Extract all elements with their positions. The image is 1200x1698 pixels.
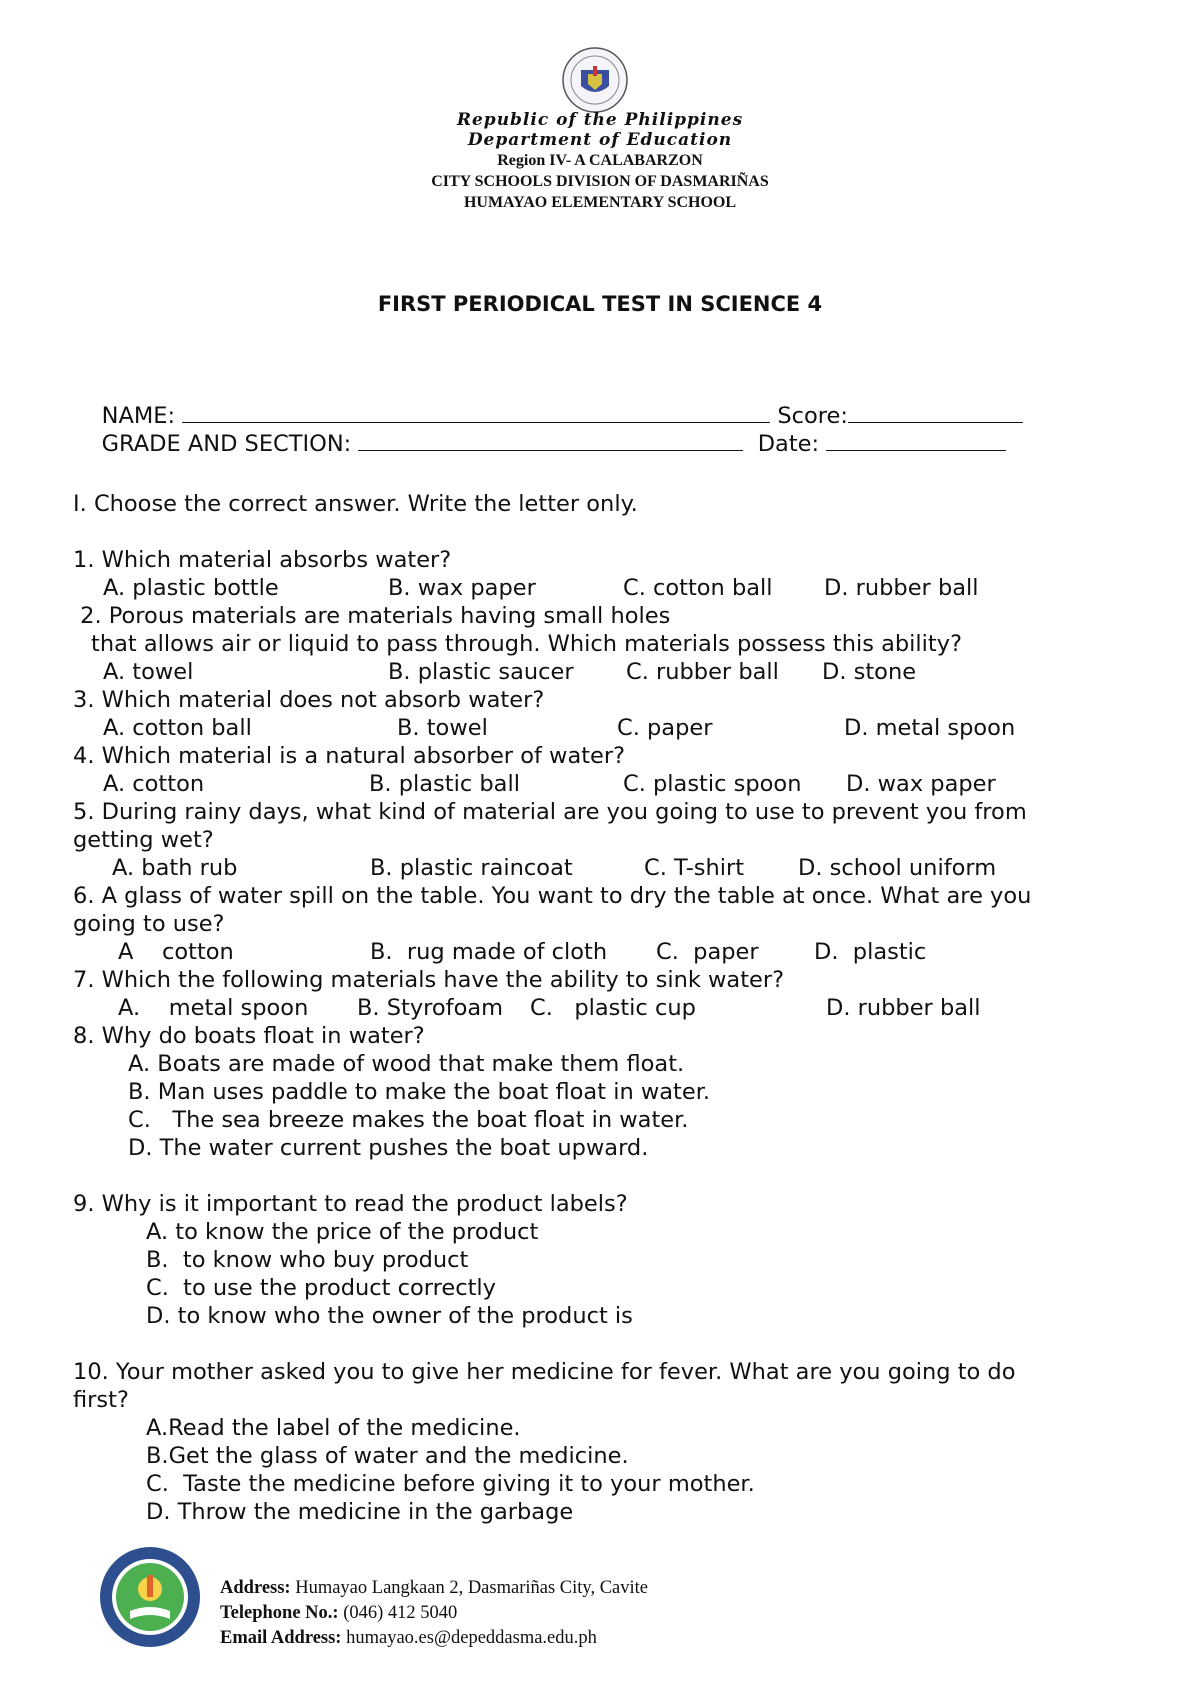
- question-9: 9. Why is it important to read the product labels?: [73, 1191, 628, 1217]
- choice-2a[interactable]: A. towel: [103, 659, 194, 685]
- choice-8a[interactable]: A. Boats are made of wood that make them float.: [128, 1051, 685, 1077]
- question-6: 6. A glass of water spill on the table. You want to dry the table at once. What are you: [73, 883, 1032, 909]
- choice-7b[interactable]: B. Styrofoam: [357, 995, 504, 1021]
- email-value[interactable]: humayao.es@depeddasma.edu.ph: [346, 1628, 597, 1648]
- choice-9d[interactable]: D. to know who the owner of the product is: [146, 1303, 633, 1329]
- footer-phone: [220, 1603, 457, 1624]
- question-10: 10. Your mother asked you to give her medicine for fever. What are you going to do: [73, 1359, 1016, 1385]
- choice-4a[interactable]: A. cotton: [103, 771, 205, 797]
- choice-8c[interactable]: C. The sea breeze makes the boat float in water.: [128, 1107, 689, 1133]
- choice-5b[interactable]: B. plastic raincoat: [370, 855, 573, 881]
- phone-value: (046) 412 5040: [343, 1603, 458, 1623]
- name-label: NAME:: [101, 403, 176, 429]
- date-field[interactable]: [826, 430, 1006, 451]
- choice-5c[interactable]: C. T-shirt: [644, 855, 745, 881]
- grade-label: GRADE AND SECTION:: [101, 431, 352, 457]
- question-2-cont: that allows air or liquid to pass through. Which materials possess this ability?: [91, 631, 963, 657]
- email-label: Email Address:: [220, 1628, 342, 1648]
- phone-label: Telephone No.:: [220, 1603, 339, 1623]
- score-label: Score:: [777, 403, 848, 429]
- header-division: CITY SCHOOLS DIVISION OF DASMARIÑAS: [431, 173, 769, 190]
- grade-field[interactable]: [358, 430, 743, 451]
- choice-1a[interactable]: A. plastic bottle: [103, 575, 279, 601]
- choice-9a[interactable]: A. to know the price of the product: [146, 1219, 539, 1245]
- header-school: HUMAYAO ELEMENTARY SCHOOL: [463, 194, 737, 211]
- address-label: Address:: [220, 1578, 291, 1598]
- choice-2b[interactable]: B. plastic saucer: [388, 659, 574, 685]
- question-5: 5. During rainy days, what kind of material are you going to use to prevent you from: [73, 799, 1027, 825]
- question-6-cont: going to use?: [73, 911, 225, 937]
- choice-7d[interactable]: D. rubber ball: [826, 995, 981, 1021]
- question-7: 7. Which the following materials have the ability to sink water?: [73, 967, 785, 993]
- page-title: FIRST PERIODICAL TEST IN SCIENCE 4: [377, 292, 823, 316]
- question-3: 3. Which material does not absorb water?: [73, 687, 545, 713]
- choice-3d[interactable]: D. metal spoon: [844, 715, 1016, 741]
- choice-5d[interactable]: D. school uniform: [798, 855, 997, 881]
- question-1: 1. Which material absorbs water?: [73, 547, 452, 573]
- choice-7a[interactable]: A. metal spoon: [118, 995, 309, 1021]
- choice-1b[interactable]: B. wax paper: [388, 575, 536, 601]
- question-4: 4. Which material is a natural absorber of water?: [73, 743, 626, 769]
- choice-1d[interactable]: D. rubber ball: [824, 575, 979, 601]
- header-region: Region IV- A CALABARZON: [497, 152, 703, 169]
- deped-seal-icon: [545, 46, 645, 114]
- choice-4c[interactable]: C. plastic spoon: [623, 771, 802, 797]
- choice-7c[interactable]: C. plastic cup: [530, 995, 696, 1021]
- choice-4d[interactable]: D. wax paper: [846, 771, 996, 797]
- footer-email: [220, 1628, 597, 1649]
- choice-10b[interactable]: B.Get the glass of water and the medicine.: [146, 1443, 629, 1469]
- instructions: I. Choose the correct answer. Write the letter only.: [73, 491, 638, 517]
- date-label: Date:: [757, 431, 820, 457]
- choice-10a[interactable]: A.Read the label of the medicine.: [146, 1415, 521, 1441]
- choice-2d[interactable]: D. stone: [822, 659, 917, 685]
- choice-10c[interactable]: C. Taste the medicine before giving it to your mother.: [146, 1471, 755, 1497]
- footer-address: [220, 1578, 648, 1599]
- choice-6d[interactable]: D. plastic: [814, 939, 927, 965]
- header-republic: Republic of the Philippines: [456, 110, 744, 130]
- choice-9c[interactable]: C. to use the product correctly: [146, 1275, 497, 1301]
- choice-6b[interactable]: B. rug made of cloth: [370, 939, 608, 965]
- choice-4b[interactable]: B. plastic ball: [369, 771, 520, 797]
- address-value: Humayao Langkaan 2, Dasmariñas City, Cavite: [295, 1578, 648, 1598]
- choice-9b[interactable]: B. to know who buy product: [146, 1247, 469, 1273]
- choice-6a[interactable]: A cotton: [118, 939, 234, 965]
- choice-3b[interactable]: B. towel: [397, 715, 488, 741]
- choice-8d[interactable]: D. The water current pushes the boat upward.: [128, 1135, 649, 1161]
- school-seal-icon: [98, 1545, 202, 1649]
- question-10-cont: first?: [73, 1387, 129, 1413]
- choice-3a[interactable]: A. cotton ball: [103, 715, 252, 741]
- question-5-cont: getting wet?: [73, 827, 214, 853]
- choice-1c[interactable]: C. cotton ball: [623, 575, 773, 601]
- choice-2c[interactable]: C. rubber ball: [626, 659, 779, 685]
- question-2: 2. Porous materials are materials having small holes: [73, 603, 671, 629]
- choice-8b[interactable]: B. Man uses paddle to make the boat float in water.: [128, 1079, 711, 1105]
- grade-row: [73, 402, 1006, 486]
- choice-6c[interactable]: C. paper: [656, 939, 759, 965]
- question-8: 8. Why do boats float in water?: [73, 1023, 425, 1049]
- header-department: Department of Education: [467, 130, 733, 150]
- choice-3c[interactable]: C. paper: [617, 715, 713, 741]
- choice-10d[interactable]: D. Throw the medicine in the garbage: [146, 1499, 574, 1525]
- choice-5a[interactable]: A. bath rub: [112, 855, 238, 881]
